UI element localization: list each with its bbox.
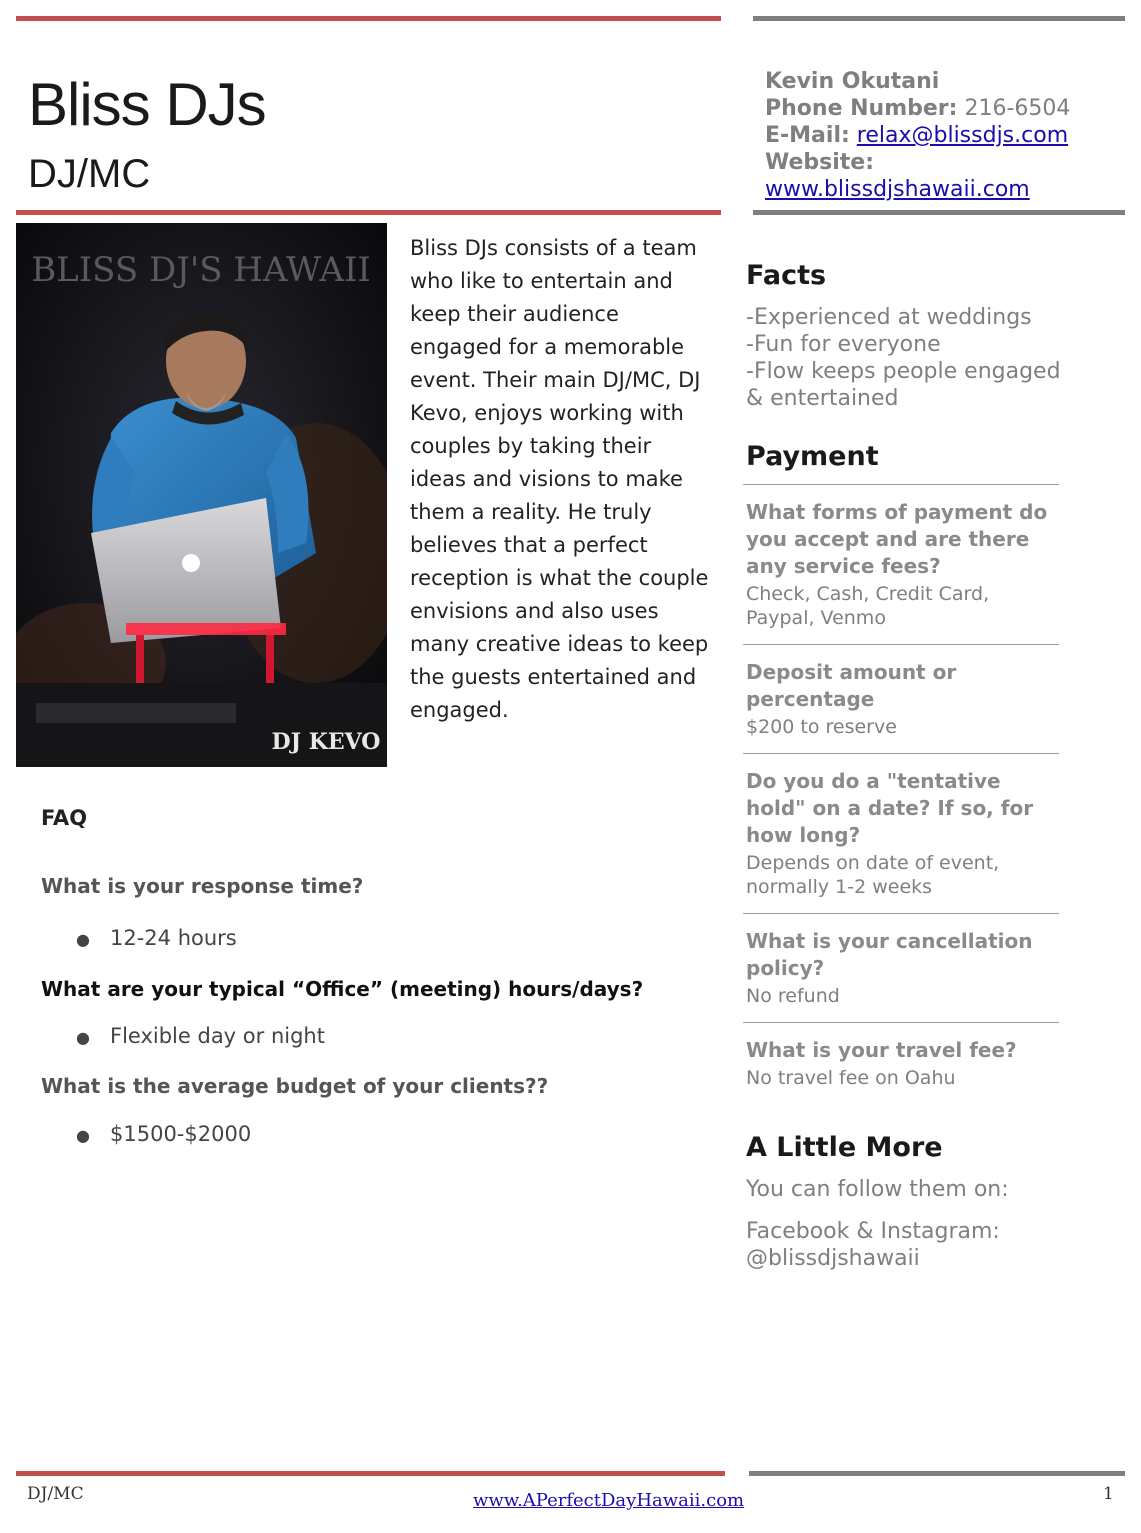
fact-item: -Experienced at weddings: [746, 305, 1032, 330]
payment-item: [743, 753, 1059, 913]
faq-heading: FAQ: [41, 806, 88, 830]
faq-answer-text: $1500-$2000: [110, 1122, 252, 1146]
faq-question: What is your response time?: [41, 874, 364, 898]
bio-text: Bliss DJs consists of a team who like to entertain and keep their audience engaged for a memorable event. Their main DJ/MC, DJ Kevo, enjoys working with couples by taking their ideas and visions to make them a reality. He truly believes that a perfect reception is what the couple envisions and also uses many creative ideas to keep the guests entertained and engaged.: [410, 236, 709, 722]
faq-answer: ● $1500-$2000: [76, 1122, 252, 1146]
footer-rule-left: [16, 1471, 725, 1476]
website-link[interactable]: www.blissdjshawaii.com: [765, 177, 1030, 202]
payment-question: Do you do a "tentative hold" on a date? If so, for how long?: [746, 769, 1034, 847]
payment-item: [743, 484, 1059, 644]
payment-answer: $200 to reserve: [746, 716, 897, 738]
more-section: [746, 1176, 1076, 1272]
more-line: You can follow them on:: [746, 1177, 1009, 1202]
phone-number: 216-6504: [964, 96, 1071, 121]
contact-block: [765, 68, 1125, 203]
payment-list: [743, 484, 1059, 1104]
faq-answer: ● Flexible day or night: [76, 1024, 325, 1048]
footer-link-wrap: [473, 1490, 744, 1511]
header-rule-left: [16, 210, 721, 215]
payment-item: [743, 1022, 1059, 1104]
payment-item: [743, 644, 1059, 753]
fact-item: -Flow keeps people engaged & entertained: [746, 359, 1061, 411]
payment-answer: No refund: [746, 985, 840, 1007]
payment-question: What is your cancellation policy?: [746, 929, 1033, 980]
payment-question: What is your travel fee?: [746, 1038, 1017, 1062]
phone-label: Phone Number:: [765, 96, 958, 121]
footer-rule-right: [749, 1471, 1125, 1476]
page-number: 1: [1103, 1484, 1114, 1504]
facts-heading: Facts: [746, 260, 827, 291]
contact-name: Kevin Okutani: [765, 69, 940, 94]
payment-question: What forms of payment do you accept and are there any service fees?: [746, 500, 1048, 578]
top-rule-left: [16, 16, 721, 21]
social-handle: @blissdjshawaii: [746, 1246, 920, 1271]
top-rule-right: [753, 16, 1125, 21]
photo-caption: DJ KEVO: [271, 729, 381, 755]
more-line: Facebook & Instagram:: [746, 1219, 1000, 1244]
email-label: E-Mail:: [765, 123, 850, 148]
faq-question: What are your typical “Office” (meeting) hours/days?: [41, 977, 644, 1001]
payment-answer: No travel fee on Oahu: [746, 1067, 956, 1089]
payment-answer: Depends on date of event, normally 1-2 weeks: [746, 852, 1000, 898]
footer-website-link[interactable]: www.APerfectDayHawaii.com: [473, 1490, 745, 1511]
payment-item: [743, 913, 1059, 1022]
footer-left-text: DJ/MC: [27, 1484, 84, 1504]
fact-item: -Fun for everyone: [746, 332, 941, 357]
payment-answer: Check, Cash, Credit Card, Paypal, Venmo: [746, 583, 990, 629]
payment-question: Deposit amount or percentage: [746, 660, 957, 711]
photo-top-text: BLISS DJ'S HAWAII: [31, 250, 371, 290]
more-heading: A Little More: [746, 1132, 943, 1163]
payment-heading: Payment: [746, 441, 879, 472]
website-label: Website:: [765, 150, 875, 175]
faq-question: What is the average budget of your clients??: [41, 1074, 549, 1098]
email-link[interactable]: relax@blissdjs.com: [856, 123, 1069, 148]
faq-answer: ● 12-24 hours: [76, 926, 237, 950]
header-rule-right: [753, 210, 1125, 215]
page-title: Bliss DJs: [28, 71, 266, 138]
page-subtitle: DJ/MC: [28, 152, 151, 196]
facts-list: [746, 304, 1076, 412]
dj-photo: [16, 223, 387, 767]
faq-answer-text: 12-24 hours: [110, 926, 237, 950]
faq-answer-text: Flexible day or night: [110, 1024, 325, 1048]
